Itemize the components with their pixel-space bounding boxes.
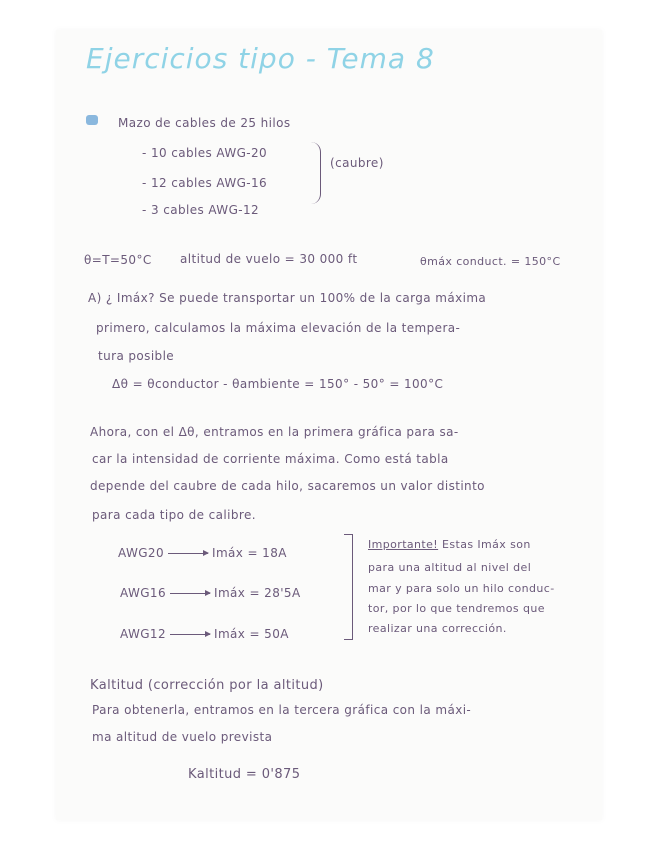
note-line: para una altitud al nivel del [368, 561, 532, 574]
currents-bracket [344, 534, 353, 640]
important-note-header [368, 538, 531, 551]
important-rest: Estas Imáx son [442, 538, 531, 551]
awg-label: AWG16 [120, 586, 166, 600]
flight-altitude: altitud de vuelo = 30 000 ft [180, 252, 358, 266]
arrow-icon [170, 634, 210, 635]
paragraph-line: tura posible [98, 349, 175, 363]
cable-item: - 3 cables AWG-12 [142, 203, 260, 217]
paragraph-line: primero, calculamos la máxima elevación de la tempera- [96, 321, 461, 335]
paragraph-line: para cada tipo de calibre. [92, 508, 256, 522]
cable-item: - 12 cables AWG-16 [142, 176, 268, 190]
note-line: mar y para solo un hilo conduc- [368, 582, 555, 595]
current-row-awg16 [120, 586, 301, 600]
current-value: Imáx = 28'5A [214, 586, 301, 600]
exercise-bullet [86, 115, 98, 125]
awg-label: AWG12 [120, 627, 166, 641]
paragraph-line: Ahora, con el Δθ, entramos en la primera gráfica para sa- [90, 425, 459, 439]
paragraph-line: Para obtenerla, entramos en la tercera gráfica con la máxi- [92, 703, 472, 717]
cable-item: - 10 cables AWG-20 [142, 146, 268, 160]
important-label: Importante! [368, 538, 439, 551]
delta-theta-formula: Δθ = θconductor - θambiente = 150° - 50° = 100°C [112, 377, 444, 391]
paragraph-line: depende del caubre de cada hilo, sacaremos un valor distinto [90, 479, 485, 493]
intro-text: Mazo de cables de 25 hilos [118, 116, 291, 130]
arrow-icon [168, 553, 208, 554]
awg-label: AWG20 [118, 546, 164, 560]
kaltitud-value: Kaltitud = 0'875 [188, 767, 301, 782]
paragraph-line: ma altitud de vuelo prevista [92, 730, 273, 744]
question-a: A) ¿ Imáx? Se puede transportar un 100% de la carga máxima [88, 291, 487, 305]
cables-brace [310, 142, 321, 204]
current-row-awg20 [118, 546, 287, 560]
paragraph-line: car la intensidad de corriente máxima. Como está tabla [92, 452, 449, 466]
page-title: Ejercicios tipo - Tema 8 [86, 42, 435, 75]
max-conductor-temperature: θmáx conduct. = 150°C [420, 255, 561, 268]
cable-material: (caubre) [330, 156, 384, 170]
current-value: Imáx = 18A [212, 546, 287, 560]
kaltitud-heading: Kaltitud (corrección por la altitud) [90, 678, 324, 693]
current-value: Imáx = 50A [214, 627, 289, 641]
note-line: realizar una corrección. [368, 622, 507, 635]
note-line: tor, por lo que tendremos que [368, 602, 545, 615]
current-row-awg12 [120, 627, 289, 641]
ambient-temperature: θ=T=50°C [84, 253, 152, 267]
arrow-icon [170, 593, 210, 594]
